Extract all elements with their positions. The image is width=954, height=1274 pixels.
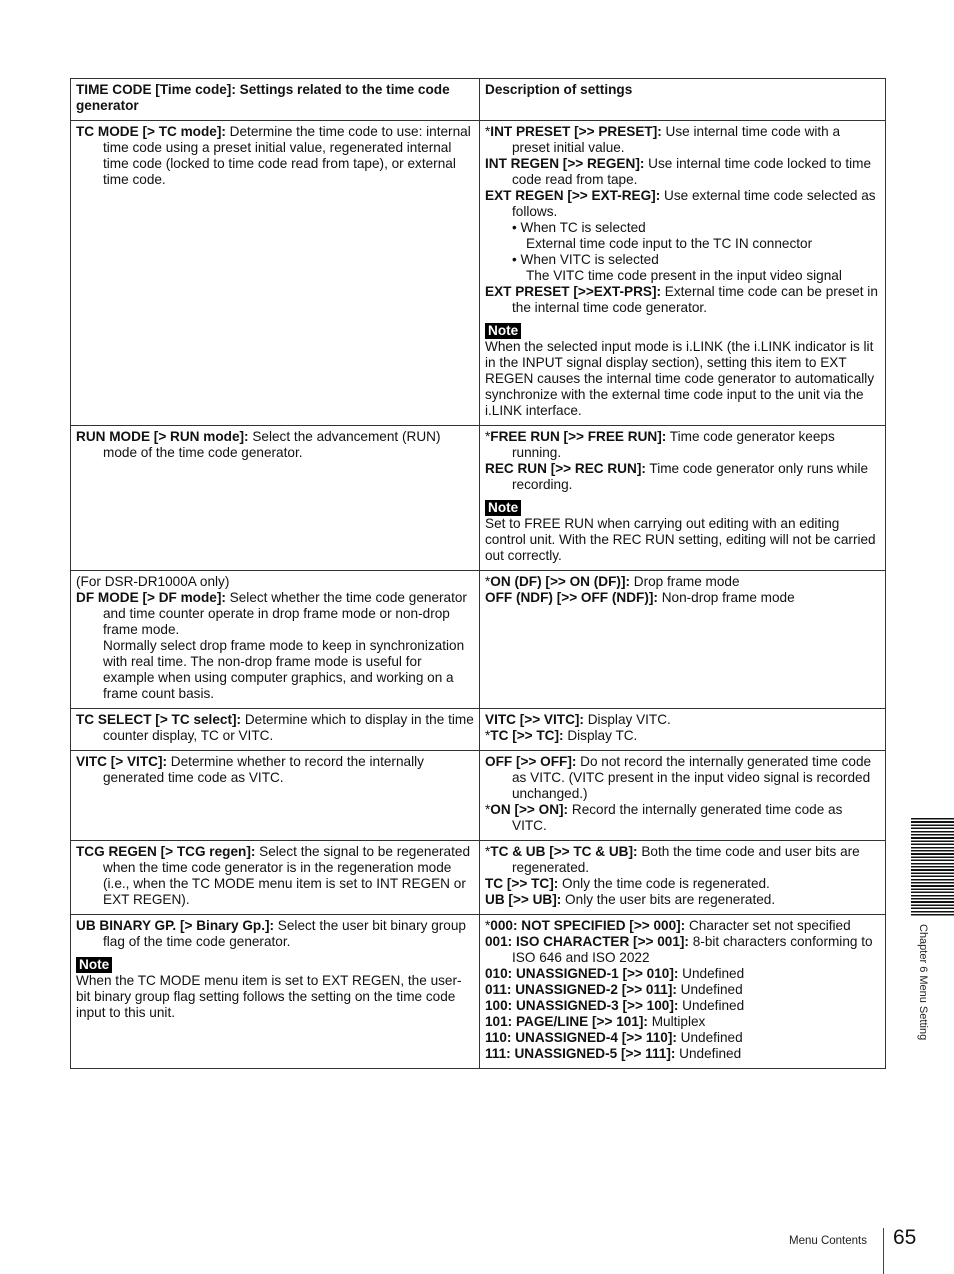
- option-text: Do not record the internally generated time code as VITC. (VITC present in the input video signal is recorded unchanged.): [512, 754, 872, 801]
- option-name: EXT REGEN [>> EXT-REG]:: [485, 188, 661, 203]
- option-name: ON (DF) [>> ON (DF)]:: [490, 574, 630, 589]
- option-text: Only the time code is regenerated.: [558, 876, 770, 891]
- option-item: [485, 728, 880, 744]
- option-item: [485, 156, 880, 188]
- table-row: [71, 915, 886, 1069]
- option-text: Undefined: [676, 1030, 743, 1045]
- setting-definition: [76, 754, 474, 786]
- description-cell: [480, 121, 886, 426]
- option-name: OFF [>> OFF]:: [485, 754, 577, 769]
- setting-cell: [71, 709, 480, 751]
- option-name: 010: UNASSIGNED-1 [>> 010]:: [485, 966, 679, 981]
- option-name: 100: UNASSIGNED-3 [>> 100]:: [485, 998, 679, 1013]
- option-text: Use internal time code locked to time code read from tape.: [512, 156, 872, 187]
- option-item: [485, 754, 880, 802]
- option-name: TC & UB [>> TC & UB]:: [490, 844, 638, 859]
- note-text: When the TC MODE menu item is set to EXT REGEN, the user-bit binary group flag setting follows the setting on the time code input to this unit.: [76, 973, 462, 1020]
- chapter-label: Chapter 6 Menu Setting: [917, 924, 929, 1041]
- note-badge: Note: [76, 957, 112, 973]
- bullet-detail: External time code input to the TC IN connector: [526, 236, 813, 251]
- note-badge: Note: [485, 500, 521, 516]
- option-text: Display VITC.: [583, 712, 671, 727]
- setting-cell: [71, 426, 480, 571]
- setting-cell: [71, 751, 480, 841]
- bullet-mark: •: [512, 220, 517, 235]
- description-cell: [480, 751, 886, 841]
- bullet-detail: The VITC time code present in the input video signal: [526, 268, 842, 283]
- table-header-row: [71, 79, 886, 121]
- option-text: Undefined: [675, 1046, 742, 1061]
- setting-definition: [76, 429, 474, 461]
- setting-text: Select the advancement (RUN) mode of the time code generator.: [103, 429, 441, 460]
- option-name: INT PRESET [>> PRESET]:: [490, 124, 662, 139]
- footer-divider: [883, 1228, 884, 1274]
- option-item: [485, 590, 880, 606]
- option-item: [485, 574, 880, 590]
- description-cell: [480, 915, 886, 1069]
- setting-text: Determine the time code to use: internal time code using a preset initial value, regenerated internal time code (locked to time code read from tape), or external time code.: [103, 124, 471, 187]
- header-setting: TIME CODE [Time code]: Settings related to the time code generator: [71, 79, 480, 121]
- bullet-mark: •: [512, 252, 517, 267]
- option-item: [485, 284, 880, 316]
- option-text: Undefined: [676, 982, 743, 997]
- option-name: EXT PRESET [>>EXT-PRS]:: [485, 284, 662, 299]
- option-text: Time code generator only runs while recording.: [512, 461, 869, 492]
- default-marker: *: [485, 802, 491, 817]
- option-name: INT REGEN [>> REGEN]:: [485, 156, 645, 171]
- note-badge: Note: [485, 323, 521, 339]
- table-row: [71, 751, 886, 841]
- default-marker: *: [485, 124, 491, 139]
- option-item: [485, 124, 880, 156]
- option-item: [485, 429, 880, 461]
- option-text: Multiplex: [647, 1014, 706, 1029]
- description-cell: [480, 426, 886, 571]
- setting-text: Determine which to display in the time counter display, TC or VITC.: [103, 712, 474, 743]
- option-item: [485, 918, 880, 934]
- note-text: Set to FREE RUN when carrying out editing with an editing control unit. With the REC RUN setting, editing will not be carried out correctly.: [485, 516, 876, 563]
- option-item: [485, 892, 880, 908]
- setting-name: TC MODE [> TC mode]:: [76, 124, 226, 139]
- option-name: TC [>> TC]:: [490, 728, 564, 743]
- option-item: [485, 934, 880, 966]
- option-name: VITC [>> VITC]:: [485, 712, 584, 727]
- option-item: [485, 966, 880, 982]
- option-name: TC [>> TC]:: [485, 876, 559, 891]
- table-row: [71, 571, 886, 709]
- setting-definition: [76, 844, 474, 908]
- option-name: 001: ISO CHARACTER [>> 001]:: [485, 934, 689, 949]
- bullet-item: [512, 220, 880, 236]
- settings-table: [70, 78, 886, 1069]
- option-item: [485, 461, 880, 493]
- table-row: [71, 841, 886, 915]
- option-text: 8-bit characters conforming to ISO 646 and ISO 2022: [512, 934, 873, 965]
- option-name: UB [>> UB]:: [485, 892, 562, 907]
- bullet-title: When TC is selected: [520, 220, 646, 235]
- option-text: Display TC.: [563, 728, 638, 743]
- default-marker: *: [485, 728, 491, 743]
- setting-name: RUN MODE [> RUN mode]:: [76, 429, 249, 444]
- setting-definition: [76, 918, 474, 950]
- default-marker: *: [485, 429, 491, 444]
- page-number: 65: [893, 1226, 917, 1249]
- setting-cell: [71, 571, 480, 709]
- setting-text: Select the user bit binary group flag of the time code generator.: [103, 918, 466, 949]
- option-text: Time code generator keeps running.: [512, 429, 835, 460]
- table-row: [71, 709, 886, 751]
- option-item: [485, 982, 880, 998]
- setting-scope: (For DSR-DR1000A only): [76, 574, 230, 589]
- header-description: Description of settings: [480, 79, 886, 121]
- option-text: Character set not specified: [685, 918, 851, 933]
- option-text: Record the internally generated time code as VITC.: [512, 802, 843, 833]
- option-item: [485, 844, 880, 876]
- option-name: 111: UNASSIGNED-5 [>> 111]:: [485, 1046, 676, 1061]
- chapter-tab-marks: [911, 818, 954, 916]
- option-name: ON [>> ON]:: [490, 802, 569, 817]
- bullet-item: [512, 252, 880, 268]
- option-name: FREE RUN [>> FREE RUN]:: [490, 429, 667, 444]
- option-text: Drop frame mode: [630, 574, 740, 589]
- option-item: [485, 1014, 880, 1030]
- option-item: [485, 1046, 880, 1062]
- setting-text: Determine whether to record the internally generated time code as VITC.: [103, 754, 424, 785]
- setting-name: DF MODE [> DF mode]:: [76, 590, 226, 605]
- option-text: Undefined: [678, 966, 745, 981]
- option-item: [485, 188, 880, 220]
- option-item: [485, 802, 880, 834]
- default-marker: *: [485, 574, 491, 589]
- setting-name: TCG REGEN [> TCG regen]:: [76, 844, 256, 859]
- setting-text: Select the signal to be regenerated when the time code generator is in the regeneration mode (i.e., when the TC MODE menu item is set to INT REGEN or EXT REGEN).: [103, 844, 471, 907]
- option-text: Undefined: [678, 998, 745, 1013]
- option-text: Only the user bits are regenerated.: [561, 892, 776, 907]
- option-name: REC RUN [>> REC RUN]:: [485, 461, 646, 476]
- option-item: [485, 712, 880, 728]
- setting-text: Select whether the time code generator and time counter operate in drop frame mode or non-drop frame mode.: [103, 590, 467, 637]
- setting-definition: [76, 590, 474, 638]
- option-item: [485, 998, 880, 1014]
- setting-cell: [71, 841, 480, 915]
- setting-definition: [76, 124, 474, 188]
- table-row: [71, 121, 886, 426]
- setting-definition: [76, 712, 474, 744]
- bullet-title: When VITC is selected: [520, 252, 659, 267]
- setting-cell: [71, 915, 480, 1069]
- setting-name: TC SELECT [> TC select]:: [76, 712, 242, 727]
- description-cell: [480, 709, 886, 751]
- description-cell: [480, 841, 886, 915]
- footer-section-label: Menu Contents: [789, 1235, 867, 1247]
- option-name: 000: NOT SPECIFIED [>> 000]:: [490, 918, 686, 933]
- description-cell: [480, 571, 886, 709]
- option-name: 110: UNASSIGNED-4 [>> 110]:: [485, 1030, 677, 1045]
- option-text: Use internal time code with a preset initial value.: [512, 124, 841, 155]
- option-text: External time code can be preset in the internal time code generator.: [512, 284, 878, 315]
- option-text: Both the time code and user bits are regenerated.: [512, 844, 860, 875]
- option-name: OFF (NDF) [>> OFF (NDF)]:: [485, 590, 658, 605]
- option-item: [485, 1030, 880, 1046]
- default-marker: *: [485, 918, 491, 933]
- option-text: Use external time code selected as follows.: [512, 188, 876, 219]
- setting-name: UB BINARY GP. [> Binary Gp.]:: [76, 918, 275, 933]
- setting-cell: [71, 121, 480, 426]
- option-name: 011: UNASSIGNED-2 [>> 011]:: [485, 982, 677, 997]
- setting-extra: Normally select drop frame mode to keep in synchronization with real time. The non-drop frame mode is useful for example when using computer graphics, and working on a frame count basis.: [103, 638, 465, 701]
- note-text: When the selected input mode is i.LINK (the i.LINK indicator is lit in the INPUT signal display section), setting this item to EXT REGEN causes the internal time code generator to automatically synchronize with the external time code input to the unit via the i.LINK interface.: [485, 339, 875, 418]
- option-name: 101: PAGE/LINE [>> 101]:: [485, 1014, 648, 1029]
- default-marker: *: [485, 844, 491, 859]
- option-item: [485, 876, 880, 892]
- table-row: [71, 426, 886, 571]
- option-text: Non-drop frame mode: [657, 590, 795, 605]
- setting-name: VITC [> VITC]:: [76, 754, 168, 769]
